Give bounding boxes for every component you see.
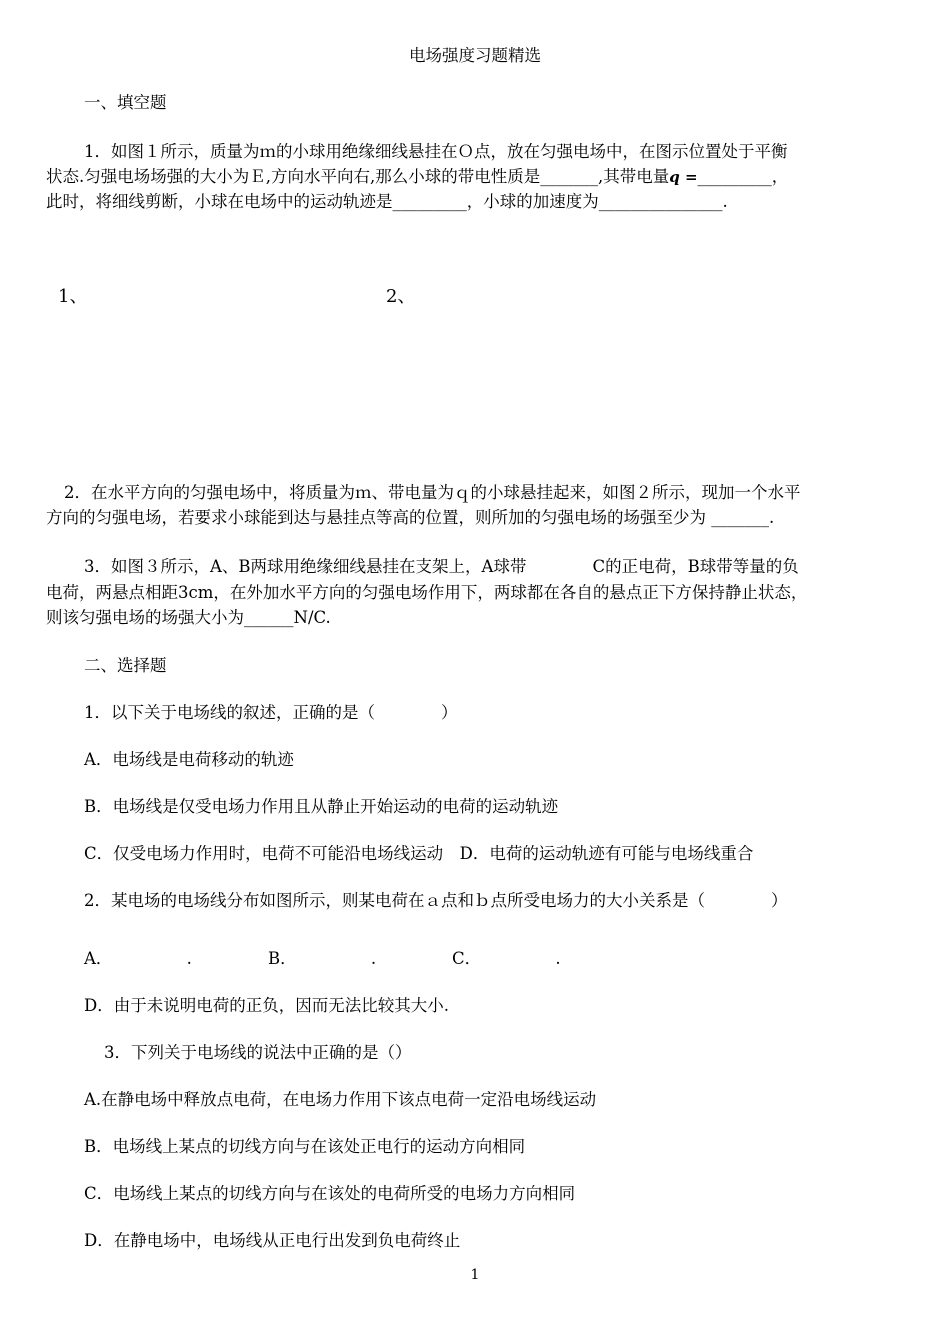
mc2-option-b: B． .	[268, 949, 377, 968]
mc3-option-b: B．电场线上某点的切线方向与在该处正电行的运动方向相同	[84, 1137, 526, 1156]
q1-line3: 此时，将细线剪断，小球在电场中的运动轨迹是_________，小球的加速度为_______________.	[46, 192, 728, 211]
mc3-option-c: C．电场线上某点的切线方向与在该处的电荷所受的电场力方向相同	[84, 1184, 576, 1203]
q3-line2: 电荷，两悬点相距3cm，在外加水平方向的匀强电场作用下，两球都在各自的悬点正下方保持静止状态，	[46, 583, 808, 602]
mc3-stem: 3．下列关于电场线的说法中正确的是（）	[104, 1043, 412, 1062]
q3-line3: 则该匀强电场的场强大小为______N/C.	[46, 608, 331, 627]
q2-line1: 2．在水平方向的匀强电场中，将质量为ｍ、带电量为ｑ的小球悬挂起来，如图２所示，现加一个水平	[64, 483, 801, 502]
mc2-stem: 2．某电场的电场线分布如图所示，则某电荷在ａ点和ｂ点所受电场力的大小关系是（ ）	[84, 891, 788, 910]
figure-label-2: 2、	[386, 286, 416, 307]
mc1-options-c-d: C．仅受电场力作用时，电荷不可能沿电场线运动 D．电荷的运动轨迹有可能与电场线重合	[84, 844, 754, 863]
mc3-option-a: A.在静电场中释放点电荷，在电场力作用下该点电荷一定沿电场线运动	[84, 1090, 597, 1109]
figure-label-1: 1、	[58, 286, 88, 307]
document-title: 电场强度习题精选	[409, 46, 541, 65]
page-number: 1	[470, 1267, 480, 1283]
mc1-option-b: B．电场线是仅受电场力作用且从静止开始运动的电荷的运动轨迹	[84, 797, 559, 816]
mc1-option-a: A．电场线是电荷移动的轨迹	[84, 750, 294, 769]
q2-line2: 方向的匀强电场，若要求小球能到达与悬挂点等高的位置，则所加的匀强电场的场强至少为 _______.	[46, 508, 775, 527]
mc2-option-a: A． .	[84, 949, 192, 968]
q1-line2	[46, 165, 788, 189]
section-heading-fill-in: 一、填空题	[84, 93, 167, 112]
mc1-stem: 1．以下关于电场线的叙述，正确的是（ ）	[84, 703, 458, 722]
q1-line2-text-a: 状态.匀强电场场强的大小为Ｅ,方向水平向右,那么小球的带电性质是_______,其带电量	[46, 167, 670, 186]
q1-line2-text-b: _________，	[697, 167, 789, 186]
q1-line1: 1．如图１所示，质量为ｍ的小球用绝缘细线悬挂在Ｏ点，放在匀强电场中，在图示位置处于平衡	[84, 142, 788, 161]
mc2-option-d: D．由于未说明电荷的正负，因而无法比较其大小.	[84, 996, 449, 1015]
q3-line1: 3．如图３所示，A、B两球用绝缘细线悬挂在支架上，A球带 C的正电荷，B球带等量的负	[84, 557, 799, 576]
section-heading-multiple-choice: 二、选择题	[84, 656, 167, 675]
charge-formula-symbol: q =	[669, 168, 698, 186]
mc2-option-c: C． .	[452, 949, 561, 968]
mc3-option-d: D．在静电场中，电场线从正电行出发到负电荷终止	[84, 1231, 461, 1250]
